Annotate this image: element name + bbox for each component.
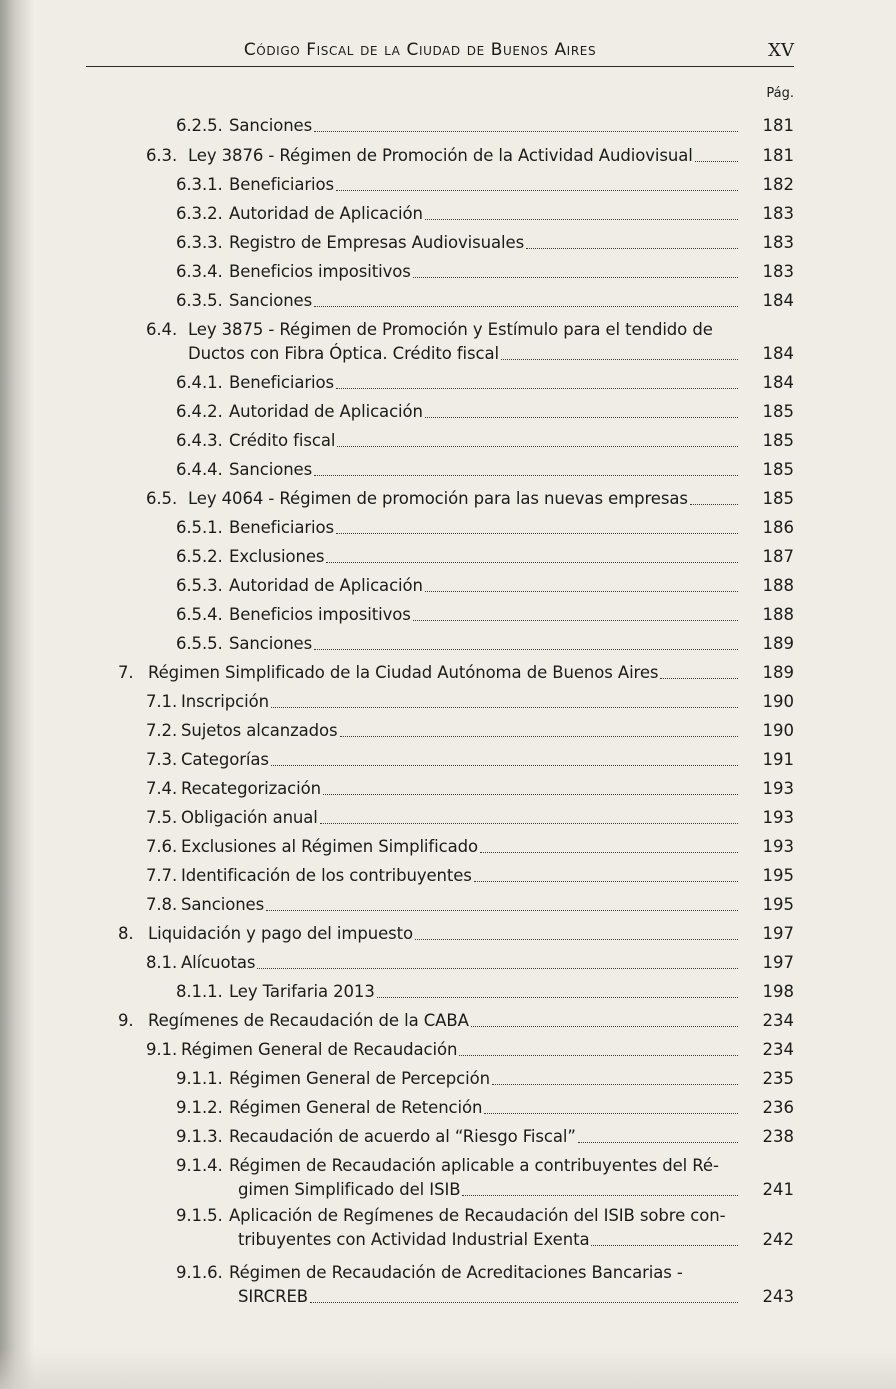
leader-dots xyxy=(425,591,738,592)
toc-entry-page: 184 xyxy=(762,291,794,310)
toc-entry-title: Inscripción xyxy=(181,692,269,711)
leader-dots xyxy=(337,446,738,447)
toc-entry-number: 6.2.5. xyxy=(176,116,223,135)
toc-entry-page: 188 xyxy=(762,605,794,624)
leader-dots xyxy=(492,1084,738,1085)
toc-entry-page: 197 xyxy=(762,953,794,972)
leader-dots xyxy=(660,678,738,679)
toc-entry-number: 7.8. xyxy=(146,895,178,914)
toc-entry-number: 9.1.3. xyxy=(176,1127,223,1146)
page-column-label: Pág. xyxy=(766,86,794,101)
toc-entry-page: 243 xyxy=(762,1287,794,1306)
toc-entry-number: 6.5.3. xyxy=(176,576,223,595)
toc-entry[interactable] xyxy=(0,837,794,863)
toc-entry[interactable] xyxy=(0,233,794,259)
toc-entry-page: 190 xyxy=(762,721,794,740)
toc-entry-title: Autoridad de Aplicación xyxy=(229,576,423,595)
toc-entry-number: 6.3.3. xyxy=(176,233,223,252)
toc-entry-number: 9. xyxy=(118,1011,134,1030)
toc-entry-title: Sanciones xyxy=(229,634,313,653)
toc-entry-title: Sanciones xyxy=(229,116,313,135)
toc-entry[interactable] xyxy=(0,576,794,602)
toc-entry[interactable] xyxy=(0,175,794,201)
toc-entry-page: 234 xyxy=(762,1011,794,1030)
leader-dots xyxy=(501,359,738,360)
toc-entry-title: Régimen General de Retención xyxy=(229,1098,483,1117)
toc-entry-page: 185 xyxy=(762,460,794,479)
leader-dots xyxy=(690,504,738,505)
toc-entry-title-continued: Ductos con Fibra Óptica. Crédito fiscal xyxy=(188,344,500,363)
leader-dots xyxy=(314,649,738,650)
toc-entry-number: 7.2. xyxy=(146,721,178,740)
toc-entry-page: 235 xyxy=(762,1069,794,1088)
toc-entry[interactable] xyxy=(0,460,794,486)
toc-entry-title: Recaudación de acuerdo al “Riesgo Fiscal” xyxy=(229,1127,576,1146)
toc-entry-title: Obligación anual xyxy=(181,808,318,827)
toc-entry-title: Autoridad de Aplicación xyxy=(229,204,423,223)
page-number-roman: XV xyxy=(768,40,794,61)
toc-entry-title: Regímenes de Recaudación de la CABA xyxy=(148,1011,469,1030)
leader-dots xyxy=(695,161,738,162)
toc-entry-page: 197 xyxy=(762,924,794,943)
toc-entry-number: 9.1.5. xyxy=(176,1206,223,1225)
toc-entry[interactable] xyxy=(0,808,794,834)
toc-entry-title: Recategorización xyxy=(181,779,321,798)
toc-entry[interactable] xyxy=(0,1127,794,1153)
toc-entry-number: 6.5.2. xyxy=(176,547,223,566)
toc-entry-title: Beneficios impositivos xyxy=(229,262,411,281)
leader-dots xyxy=(336,388,738,389)
toc-entry-number: 6.3.5. xyxy=(176,291,223,310)
toc-entry[interactable] xyxy=(0,116,794,142)
leader-dots xyxy=(257,968,738,969)
toc-entry-title: Aplicación de Regímenes de Recaudación del ISIB sobre con- xyxy=(229,1206,726,1225)
toc-entry-page: 193 xyxy=(762,808,794,827)
toc-entry-page: 190 xyxy=(762,692,794,711)
toc-entry-page: 234 xyxy=(762,1040,794,1059)
toc-entry[interactable] xyxy=(0,1206,794,1260)
leader-dots xyxy=(425,219,738,220)
toc-entry-title: Beneficiarios xyxy=(229,373,334,392)
toc-entry-title: Régimen de Recaudación de Acreditaciones Bancarias - xyxy=(229,1263,683,1282)
toc-entry[interactable] xyxy=(0,779,794,805)
toc-entry-number: 6.5.1. xyxy=(176,518,223,537)
toc-entry-title: Beneficiarios xyxy=(229,518,334,537)
leader-dots xyxy=(336,190,738,191)
toc-entry[interactable] xyxy=(0,982,794,1008)
toc-entry-page: 189 xyxy=(762,663,794,682)
leader-dots xyxy=(471,1026,738,1027)
toc-entry[interactable] xyxy=(0,1156,794,1210)
toc-entry[interactable] xyxy=(0,1098,794,1124)
toc-entry[interactable] xyxy=(0,146,794,172)
toc-entry-title: Beneficios impositivos xyxy=(229,605,411,624)
leader-dots xyxy=(480,852,738,853)
toc-entry-number: 8.1.1. xyxy=(176,982,223,1001)
leader-dots xyxy=(425,417,738,418)
toc-entry-title: Régimen General de Percepción xyxy=(229,1069,490,1088)
toc-entry-number: 7.4. xyxy=(146,779,178,798)
leader-dots xyxy=(474,881,738,882)
toc-entry-title: Régimen de Recaudación aplicable a contribuyentes del Ré- xyxy=(229,1156,719,1175)
toc-entry[interactable] xyxy=(0,605,794,631)
leader-dots xyxy=(271,765,738,766)
toc-entry[interactable] xyxy=(0,547,794,573)
toc-entry[interactable] xyxy=(0,866,794,892)
toc-entry-title: Régimen Simplificado de la Ciudad Autónoma de Buenos Aires xyxy=(148,663,659,682)
toc-entry-page: 182 xyxy=(762,175,794,194)
leader-dots xyxy=(578,1142,738,1143)
toc-entry-number: 7.1. xyxy=(146,692,178,711)
leader-dots xyxy=(266,910,738,911)
toc-entry-title: Liquidación y pago del impuesto xyxy=(148,924,413,943)
toc-entry[interactable] xyxy=(0,895,794,921)
running-header xyxy=(86,38,794,67)
toc-entry[interactable] xyxy=(0,262,794,288)
toc-entry-page: 242 xyxy=(762,1230,794,1249)
toc-entry-number: 7.3. xyxy=(146,750,178,769)
leader-dots xyxy=(314,306,738,307)
toc-entry-number: 9.1. xyxy=(146,1040,178,1059)
toc-entry-number: 6.5.4. xyxy=(176,605,223,624)
toc-entry[interactable] xyxy=(0,320,794,374)
toc-entry[interactable] xyxy=(0,489,794,515)
toc-entry-number: 9.1.2. xyxy=(176,1098,223,1117)
toc-entry-title: Crédito fiscal xyxy=(229,431,336,450)
toc-entry-page: 238 xyxy=(762,1127,794,1146)
toc-entry-title: Categorías xyxy=(181,750,269,769)
toc-entry[interactable] xyxy=(0,431,794,457)
toc-entry-number: 7.5. xyxy=(146,808,178,827)
toc-entry-number: 7.6. xyxy=(146,837,178,856)
leader-dots xyxy=(526,248,738,249)
toc-entry-page: 185 xyxy=(762,489,794,508)
toc-entry-number: 6.4.2. xyxy=(176,402,223,421)
toc-entry-page: 193 xyxy=(762,779,794,798)
toc-entry[interactable] xyxy=(0,924,794,950)
toc-entry-title: Registro de Empresas Audiovisuales xyxy=(229,233,525,252)
toc-entry-page: 183 xyxy=(762,262,794,281)
toc-entry-page: 184 xyxy=(762,344,794,363)
leader-dots xyxy=(314,475,738,476)
toc-entry[interactable] xyxy=(0,750,794,776)
toc-entry[interactable] xyxy=(0,1263,794,1317)
toc-entry-title: Exclusiones al Régimen Simplificado xyxy=(181,837,478,856)
toc-entry-title: Ley 3876 - Régimen de Promoción de la Actividad Audiovisual xyxy=(188,146,693,165)
leader-dots xyxy=(377,997,738,998)
toc-entry[interactable] xyxy=(0,204,794,230)
toc-entry-title: Sujetos alcanzados xyxy=(181,721,338,740)
leader-dots xyxy=(462,1195,738,1196)
toc-entry[interactable] xyxy=(0,1040,794,1066)
toc-entry-title: Exclusiones xyxy=(229,547,325,566)
toc-entry-number: 6.5.5. xyxy=(176,634,223,653)
leader-dots xyxy=(340,736,738,737)
leader-dots xyxy=(459,1055,738,1056)
toc-entry-page: 181 xyxy=(762,116,794,135)
toc-entry-title: Identificación de los contribuyentes xyxy=(181,866,472,885)
toc-entry-number: 6.4.4. xyxy=(176,460,223,479)
toc-entry-title-continued: SIRCREB xyxy=(238,1287,309,1306)
leader-dots xyxy=(271,707,738,708)
leader-dots xyxy=(413,620,738,621)
leader-dots xyxy=(415,939,738,940)
toc-entry-title-continued: tribuyentes con Actividad Industrial Exenta xyxy=(238,1230,590,1249)
toc-entry-title-continued: gimen Simplificado del ISIB xyxy=(238,1180,461,1199)
toc-entry[interactable] xyxy=(0,402,794,428)
leader-dots xyxy=(413,277,738,278)
page-bottom-shade xyxy=(0,1349,896,1389)
toc-entry[interactable] xyxy=(0,373,794,399)
toc-entry[interactable] xyxy=(0,291,794,317)
toc-entry[interactable] xyxy=(0,663,794,689)
toc-entry-page: 241 xyxy=(762,1180,794,1199)
toc-entry-page: 181 xyxy=(762,146,794,165)
toc-entry-number: 9.1.4. xyxy=(176,1156,223,1175)
toc-entry-title: Ley Tarifaria 2013 xyxy=(229,982,375,1001)
running-header-title: Código Fiscal de la Ciudad de Buenos Aires xyxy=(243,40,597,60)
toc-entry[interactable] xyxy=(0,634,794,660)
toc-entry-title: Sanciones xyxy=(229,460,313,479)
toc-entry-page: 195 xyxy=(762,866,794,885)
toc-entry-title: Autoridad de Aplicación xyxy=(229,402,423,421)
leader-dots xyxy=(484,1113,738,1114)
toc-entry-number: 8.1. xyxy=(146,953,178,972)
toc-entry-title: Régimen General de Recaudación xyxy=(181,1040,458,1059)
leader-dots xyxy=(323,794,738,795)
toc-entry-page: 185 xyxy=(762,431,794,450)
toc-entry[interactable] xyxy=(0,518,794,544)
toc-entry-title: Sanciones xyxy=(181,895,265,914)
toc-entry[interactable] xyxy=(0,1069,794,1095)
toc-entry-number: 9.1.1. xyxy=(176,1069,223,1088)
toc-entry-title: Beneficiarios xyxy=(229,175,334,194)
toc-entry-number: 7. xyxy=(118,663,134,682)
toc-entry-number: 9.1.6. xyxy=(176,1263,223,1282)
toc-entry-page: 195 xyxy=(762,895,794,914)
toc-entry-number: 6.4.3. xyxy=(176,431,223,450)
toc-entry-page: 183 xyxy=(762,233,794,252)
toc-entry-number: 6.3.2. xyxy=(176,204,223,223)
toc-entry-number: 6.4.1. xyxy=(176,373,223,392)
leader-dots xyxy=(310,1302,738,1303)
toc-entry-number: 6.3.4. xyxy=(176,262,223,281)
toc-entry-page: 184 xyxy=(762,373,794,392)
toc-entry-page: 188 xyxy=(762,576,794,595)
leader-dots xyxy=(320,823,738,824)
toc-entry-number: 7.7. xyxy=(146,866,178,885)
toc-entry-number: 8. xyxy=(118,924,134,943)
toc-entry[interactable] xyxy=(0,1011,794,1037)
toc-entry[interactable] xyxy=(0,692,794,718)
toc-entry-title: Ley 4064 - Régimen de promoción para las nuevas empresas xyxy=(188,489,688,508)
toc-entry-page: 187 xyxy=(762,547,794,566)
toc-entry[interactable] xyxy=(0,953,794,979)
toc-entry-page: 193 xyxy=(762,837,794,856)
toc-entry-number: 6.4. xyxy=(146,320,178,339)
toc-entry-page: 191 xyxy=(762,750,794,769)
leader-dots xyxy=(314,131,738,132)
toc-entry-page: 185 xyxy=(762,402,794,421)
toc-entry-page: 189 xyxy=(762,634,794,653)
toc-entry-page: 236 xyxy=(762,1098,794,1117)
toc-entry-title: Alícuotas xyxy=(181,953,256,972)
toc-entry-title: Ley 3875 - Régimen de Promoción y Estímulo para el tendido de xyxy=(188,320,713,339)
toc-entry-number: 6.3.1. xyxy=(176,175,223,194)
toc-entry-title: Sanciones xyxy=(229,291,313,310)
leader-dots xyxy=(326,562,738,563)
leader-dots xyxy=(336,533,738,534)
toc-entry-number: 6.5. xyxy=(146,489,178,508)
toc-entry-number: 6.3. xyxy=(146,146,178,165)
toc-entry-page: 198 xyxy=(762,982,794,1001)
toc-entry-page: 183 xyxy=(762,204,794,223)
toc-entry[interactable] xyxy=(0,721,794,747)
toc-entry-page: 186 xyxy=(762,518,794,537)
leader-dots xyxy=(591,1245,738,1246)
